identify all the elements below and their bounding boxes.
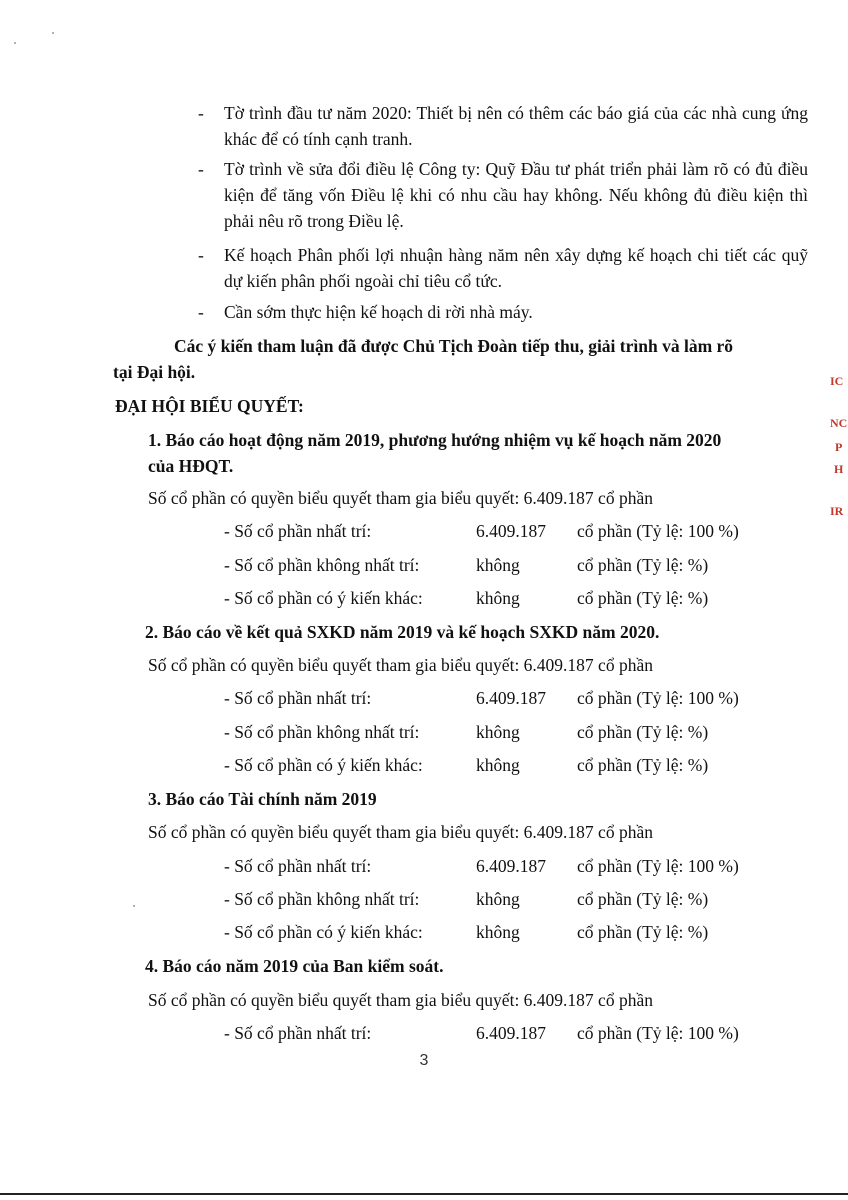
row-label: - Số cổ phần nhất trí: — [224, 688, 372, 708]
row-unit: cổ phần (Tỷ lệ: %) — [577, 555, 709, 575]
stamp-fragment: H — [834, 462, 844, 476]
row-label: - Số cổ phần nhất trí: — [224, 521, 372, 541]
row-label: - Số cổ phần không nhất trí: — [224, 722, 420, 742]
row-unit: cổ phần (Tỷ lệ: %) — [577, 922, 709, 942]
row-unit: cổ phần (Tỷ lệ: %) — [577, 755, 709, 775]
vote-heading: ĐẠI HỘI BIỂU QUYẾT: — [115, 396, 304, 416]
bullet-dash: - — [198, 103, 204, 123]
row-value: 6.409.187 — [476, 1023, 546, 1043]
row-unit: cổ phần (Tỷ lệ: 100 %) — [577, 1023, 739, 1043]
row-label: - Số cổ phần nhất trí: — [224, 856, 372, 876]
row-label: - Số cổ phần có ý kiến khác: — [224, 588, 423, 608]
row-label: - Số cổ phần có ý kiến khác: — [224, 755, 423, 775]
row-label: - Số cổ phần không nhất trí: — [224, 555, 420, 575]
row-value: không — [476, 722, 520, 742]
stamp-fragment: P — [835, 440, 843, 454]
section-title: 1. Báo cáo hoạt động năm 2019, phương hướng nhiệm vụ kế hoạch năm 2020 — [148, 430, 722, 450]
row-value: không — [476, 555, 520, 575]
row-value: 6.409.187 — [476, 688, 546, 708]
section-title: 3. Báo cáo Tài chính năm 2019 — [148, 789, 377, 809]
row-unit: cổ phần (Tỷ lệ: %) — [577, 722, 709, 742]
row-value: không — [476, 755, 520, 775]
total-shares-line: Số cổ phần có quyền biểu quyết tham gia biểu quyết: 6.409.187 cổ phần — [148, 990, 653, 1010]
page-bottom-rule — [0, 1193, 848, 1195]
total-shares-line: Số cổ phần có quyền biểu quyết tham gia biểu quyết: 6.409.187 cổ phần — [148, 488, 653, 508]
bullet-dash: - — [198, 245, 204, 265]
bullet-text: Tờ trình về sửa đổi điều lệ Công ty: Quỹ Đầu tư phát triển phải làm rõ có đủ điều kiện để tăng vốn Điều lệ khi có nhu cầu hay không. Nếu không đủ điều kiện thì phải nêu rõ trong Điều lệ. — [224, 159, 808, 231]
section-title: 4. Báo cáo năm 2019 của Ban kiểm soát. — [145, 956, 444, 976]
row-value: 6.409.187 — [476, 856, 546, 876]
section-title: 2. Báo cáo về kết quả SXKD năm 2019 và kế hoạch SXKD năm 2020. — [145, 622, 660, 642]
summary-line-cont: tại Đại hội. — [113, 362, 196, 382]
row-label: - Số cổ phần nhất trí: — [224, 1023, 372, 1043]
summary-line: Các ý kiến tham luận đã được Chủ Tịch Đoàn tiếp thu, giải trình và làm rõ — [174, 336, 734, 356]
row-unit: cổ phần (Tỷ lệ: 100 %) — [577, 521, 739, 541]
scan-speck — [14, 42, 16, 44]
row-unit: cổ phần (Tỷ lệ: %) — [577, 588, 709, 608]
row-label: - Số cổ phần có ý kiến khác: — [224, 922, 423, 942]
row-value: không — [476, 889, 520, 909]
row-unit: cổ phần (Tỷ lệ: %) — [577, 889, 709, 909]
scan-speck — [133, 905, 135, 907]
row-value: không — [476, 922, 520, 942]
bullet-text: Tờ trình đầu tư năm 2020: Thiết bị nên có thêm các báo giá của các nhà cung ứng khác để có tính cạnh tranh. — [224, 103, 808, 149]
section-title-cont: của HĐQT. — [148, 456, 234, 476]
bullet-dash: - — [198, 302, 204, 322]
scan-speck — [52, 32, 54, 34]
bullet-text: Kế hoạch Phân phối lợi nhuận hàng năm nên xây dựng kế hoạch chi tiết các quỹ dự kiến phân phối ngoài chỉ tiêu cổ tức. — [224, 245, 808, 291]
bullet-text: Cần sớm thực hiện kế hoạch di rời nhà máy. — [224, 302, 533, 322]
total-shares-line: Số cổ phần có quyền biểu quyết tham gia biểu quyết: 6.409.187 cổ phần — [148, 822, 653, 842]
row-value: 6.409.187 — [476, 521, 546, 541]
row-value: không — [476, 588, 520, 608]
row-unit: cổ phần (Tỷ lệ: 100 %) — [577, 856, 739, 876]
total-shares-line: Số cổ phần có quyền biểu quyết tham gia biểu quyết: 6.409.187 cổ phần — [148, 655, 653, 675]
stamp-fragment: IC — [830, 374, 844, 388]
stamp-fragment: NC — [830, 416, 848, 430]
bullet-dash: - — [198, 159, 204, 179]
row-label: - Số cổ phần không nhất trí: — [224, 889, 420, 909]
stamp-fragment: IR — [830, 504, 844, 518]
page-number: 3 — [419, 1052, 429, 1069]
row-unit: cổ phần (Tỷ lệ: 100 %) — [577, 688, 739, 708]
